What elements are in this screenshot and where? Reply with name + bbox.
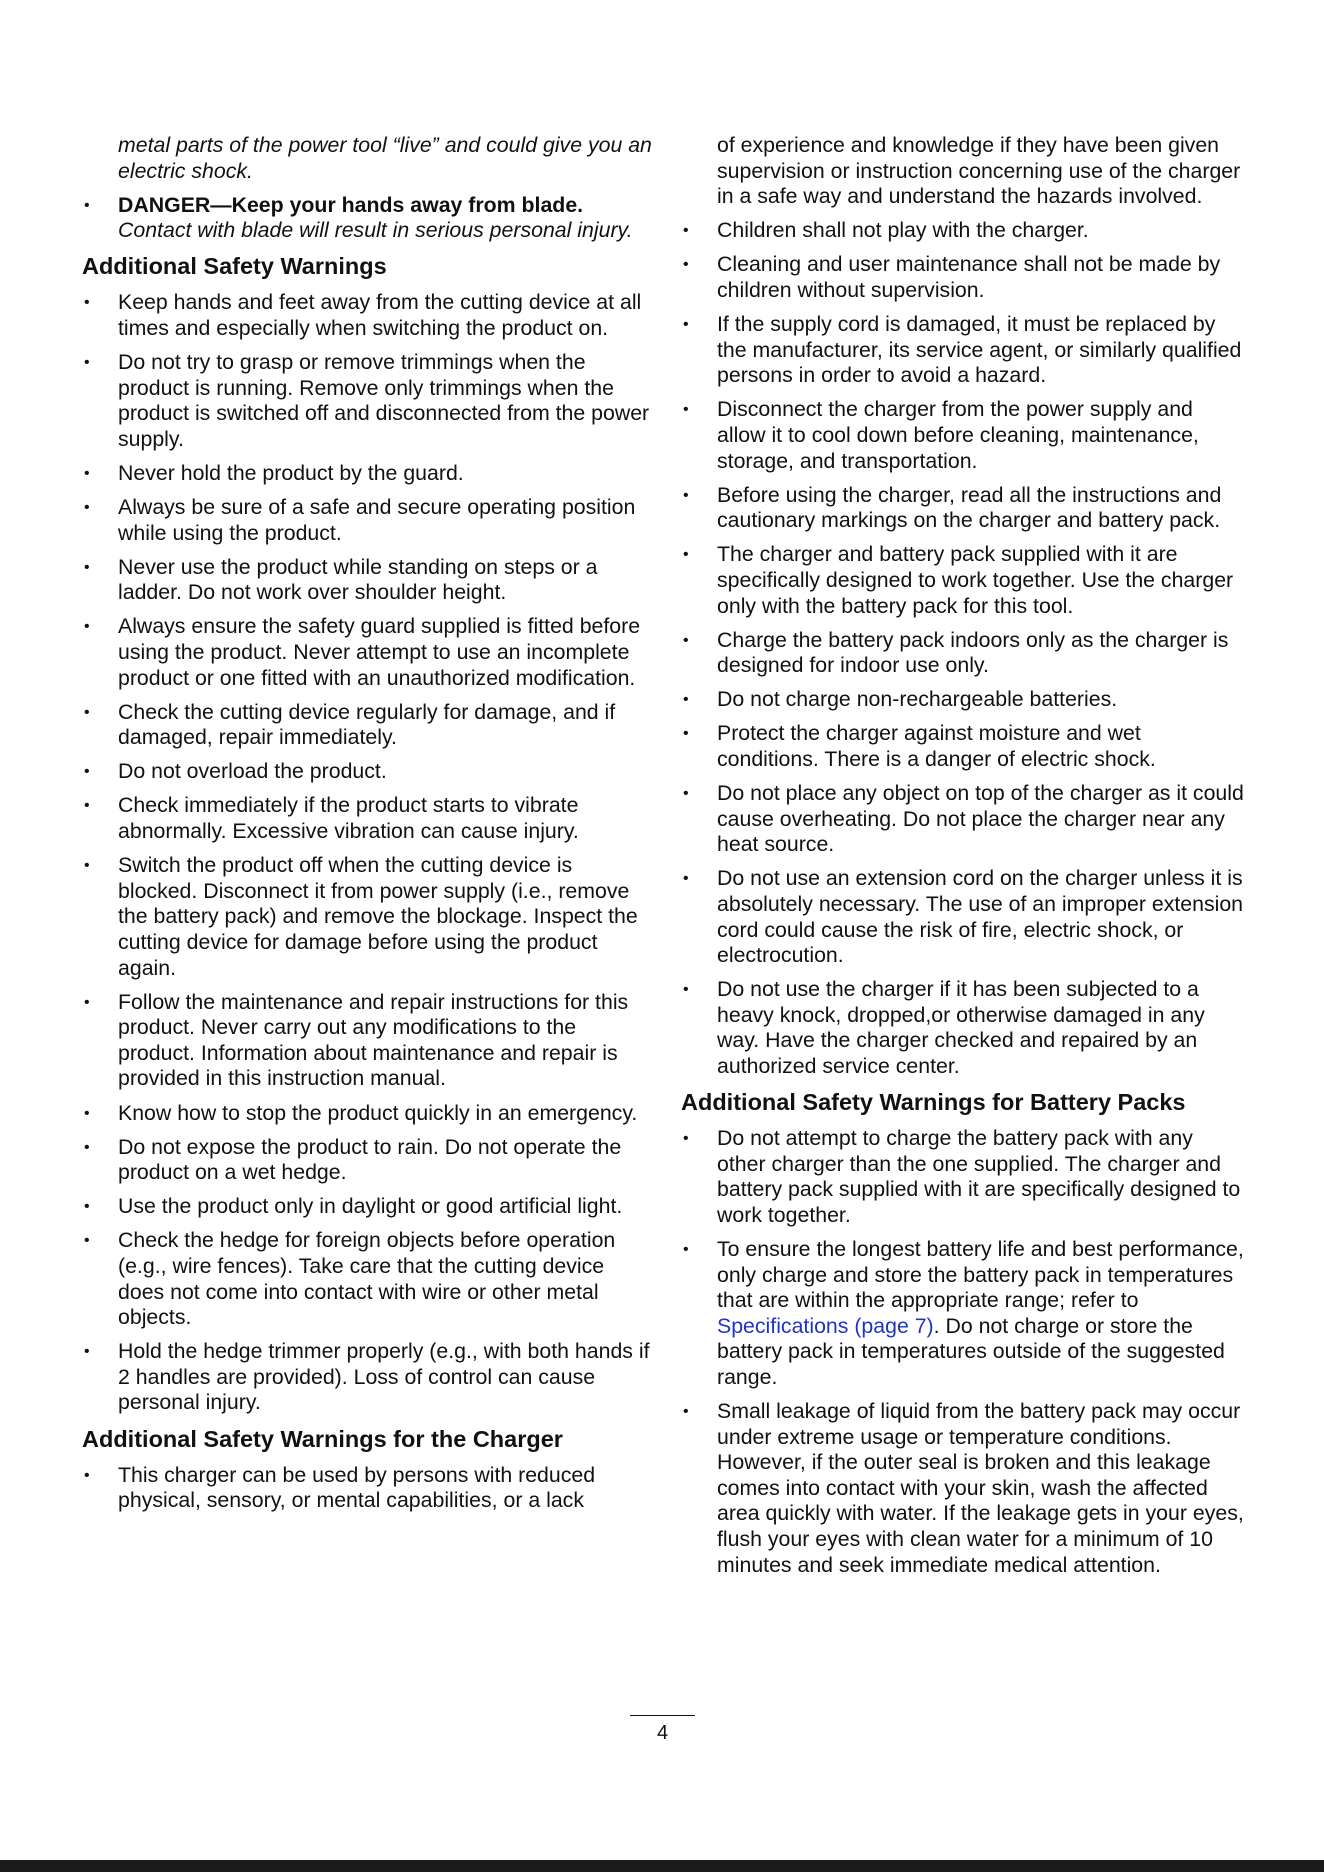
list-item: • Keep hands and feet away from the cutting device at all times and especially when switching the product on. — [82, 290, 652, 341]
page-bottom-edge — [0, 1860, 1324, 1872]
charger-item-continuation: of experience and knowledge if they have been given supervision or instruction concerning use of the charger in a safe way and understand the hazards involved. — [717, 133, 1241, 209]
list-item: • Use the product only in daylight or good artificial light. — [82, 1194, 652, 1220]
list-item: • Charge the battery pack indoors only as the charger is designed for indoor use only. — [681, 628, 1247, 679]
list-item: • Children shall not play with the charger. — [681, 218, 1247, 244]
left-column — [82, 133, 652, 1522]
list-item: • Hold the hedge trimmer properly (e.g., with both hands if 2 handles are provided). Loss of control can cause personal injury. — [82, 1339, 652, 1416]
danger-warning-item — [82, 193, 652, 244]
list-item: • Do not charge non-rechargeable batteries. — [681, 687, 1247, 713]
list-item: • Never hold the product by the guard. — [82, 461, 652, 487]
left-top-list — [82, 133, 652, 244]
list-item: • Know how to stop the product quickly in an emergency. — [82, 1101, 652, 1127]
specifications-link[interactable]: Specifications (page 7) — [717, 1313, 934, 1338]
list-item: • If the supply cord is damaged, it must be replaced by the manufacturer, its service agent, or similarly qualified persons in order to avoid a hazard. — [681, 312, 1247, 389]
section-heading-battery-packs: Additional Safety Warnings for Battery Packs — [681, 1089, 1186, 1116]
list-item: • Do not use the charger if it has been subjected to a heavy knock, dropped,or otherwise damaged in any way. Have the charger checked and repaired by an authorized service center. — [681, 977, 1247, 1079]
list-item: • Do not attempt to charge the battery pack with any other charger than the one supplied. The charger and battery pack supplied with it are specifically designed to work together. — [681, 1126, 1247, 1228]
item-text: To ensure the longest battery life and best performance, only charge and store the battery pack in temperatures that are within the appropriate range; refer to — [717, 1236, 1244, 1313]
list-item: • This charger can be used by persons with reduced physical, sensory, or mental capabilities, or a lack — [82, 1463, 652, 1514]
page-number: 4 — [656, 1722, 669, 1744]
list-item: • Never use the product while standing on steps or a ladder. Do not work over shoulder height. — [82, 555, 652, 606]
danger-warning-bold: DANGER—Keep your hands away from blade. — [118, 192, 584, 217]
list-item: • Do not overload the product. — [82, 759, 652, 785]
footer-rule — [630, 1715, 695, 1716]
additional-safety-list — [82, 290, 652, 1416]
charger-list-start — [82, 1463, 652, 1514]
list-item: • Disconnect the charger from the power supply and allow it to cool down before cleaning, maintenance, storage, and transportation. — [681, 397, 1247, 474]
intro-continuation: metal parts of the power tool “live” and could give you an electric shock. — [118, 133, 652, 183]
list-item: • Do not expose the product to rain. Do not operate the product on a wet hedge. — [82, 1135, 652, 1186]
list-item: • Do not try to grasp or remove trimmings when the product is running. Remove only trimmings when the product is switched off and disconnected from the power supply. — [82, 350, 652, 452]
list-item: • Check the cutting device regularly for damage, and if damaged, repair immediately. — [82, 700, 652, 751]
list-item: • Do not use an extension cord on the charger unless it is absolutely necessary. The use of an improper extension cord could cause the risk of fire, electric shock, or electrocution. — [681, 866, 1247, 968]
list-item: • Before using the charger, read all the instructions and cautionary markings on the charger and battery pack. — [681, 483, 1247, 534]
section-heading-charger: Additional Safety Warnings for the Charger — [82, 1425, 563, 1452]
list-item: • The charger and battery pack supplied with it are specifically designed to work together. Use the charger only with the battery pack for this tool. — [681, 542, 1247, 619]
charger-list-continued — [681, 133, 1247, 1080]
list-item: • Check the hedge for foreign objects before operation (e.g., wire fences). Take care that the cutting device does not come into contact with wire or other metal objects. — [82, 1228, 652, 1330]
list-item: • Check immediately if the product starts to vibrate abnormally. Excessive vibration can cause injury. — [82, 793, 652, 844]
right-column — [681, 133, 1247, 1587]
item-text: . Do not charge or store the battery pack in temperatures outside of the suggested range. — [717, 1313, 1225, 1389]
danger-warning-italic: Contact with blade will result in serious personal injury. — [118, 218, 633, 243]
list-item: • Switch the product off when the cutting device is blocked. Disconnect it from power supply (i.e., remove the battery pack) and remove the blockage. Inspect the cutting device for damage before using the product again. — [82, 853, 652, 981]
battery-pack-list — [681, 1126, 1247, 1578]
list-item: • Always ensure the safety guard supplied is fitted before using the product. Never attempt to use an incomplete product or one fitted with an unauthorized modification. — [82, 614, 652, 691]
list-item: • Do not place any object on top of the charger as it could cause overheating. Do not place the charger near any heat source. — [681, 781, 1247, 858]
list-item: • Always be sure of a safe and secure operating position while using the product. — [82, 495, 652, 546]
list-item: • Protect the charger against moisture and wet conditions. There is a danger of electric shock. — [681, 721, 1247, 772]
section-heading-additional-safety: Additional Safety Warnings — [82, 253, 387, 280]
list-item: • Small leakage of liquid from the battery pack may occur under extreme usage or temperature conditions. However, if the outer seal is broken and this leakage comes into contact with your skin, wash the affected area quickly with water. If the leakage gets in your eyes, flush your eyes with clean water for a minimum of 10 minutes and seek immediate medical attention. — [681, 1399, 1247, 1578]
list-item-with-link — [681, 1237, 1247, 1391]
list-item: • Follow the maintenance and repair instructions for this product. Never carry out any modifications to the product. Information about maintenance and repair is provided in this instruction manual. — [82, 990, 652, 1092]
list-item: • Cleaning and user maintenance shall not be made by children without supervision. — [681, 252, 1247, 303]
